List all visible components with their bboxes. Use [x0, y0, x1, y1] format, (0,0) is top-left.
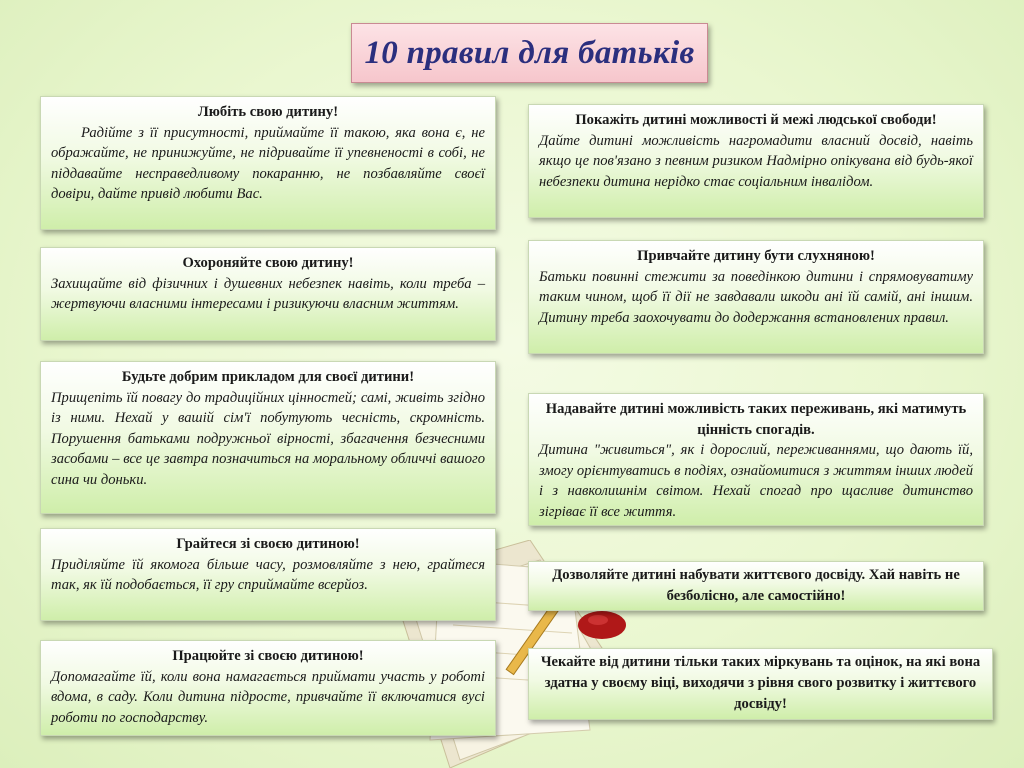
rule-card-freedom [528, 104, 984, 218]
rule-card-play [40, 528, 496, 621]
rule-heading: Будьте добрим прикладом для своєї дитини! [121, 369, 415, 385]
rule-text: Прищепіть їй повагу до традиційних цінностей; самі, живіть згідно із ними. Нехай у вашій сім'ї побутують чесність, скромність. Порушення батьками подружньої вірності, збагачення безчесними засобами – все це завтра позначиться на моральному обличчі вашого сина чи доньки. [51, 389, 485, 488]
rule-text: Дайте дитині можливість нагромадити власний досвід, навіть якщо це пов'язано з певним ризиком Надмірно опікувана від будь-якої небезпеки дитина нерідко стає соціальним інвалідом. [539, 132, 973, 190]
rule-text: Батьки повинні стежити за поведінкою дитини і спрямовуватиму таким чином, щоб її дії не завдавали шкоди ані їй самій, ані іншим. Дитину треба заохочувати до додержання встановлених правил. [539, 268, 973, 326]
rule-heading: Любіть свою дитину! [197, 104, 339, 120]
rule-card-love [40, 96, 496, 230]
rule-heading: Охороняйте свою дитину! [182, 255, 354, 271]
rule-heading: Привчайте дитину бути слухняною! [637, 248, 875, 264]
rule-heading: Дозволяйте дитині набувати життєвого досвіду. Хай навіть не безболісно, але самостійно! [552, 566, 960, 604]
rule-heading: Покажіть дитині можливості й межі людської свободи! [575, 112, 937, 128]
rule-text: Дитина "живиться", як і дорослий, переживаннями, що дають їй, змогу орієнтуватись в подіях, ознайомитися з життям інших людей і з навколишнім світом. Нехай спогад про щасливе дитинство зігріває її все життя. [539, 442, 973, 520]
rule-card-experience [528, 561, 984, 611]
rule-card-example [40, 361, 496, 514]
rule-text: Приділяйте їй якомога більше часу, розмовляйте з нею, грайтеся так, як їй подобається, її гру сприймайте всерйоз. [51, 556, 485, 593]
rule-heading: Працюйте зі своєю дитиною! [172, 648, 364, 664]
rule-text: Допомагайте їй, коли вона намагається приймати участь у роботі вдома, в саду. Коли дитина підросте, привчайте її включатися вусі роботи по господарству. [51, 668, 485, 726]
rule-card-protect [40, 247, 496, 341]
page-title: 10 правил для батьків [364, 34, 695, 71]
rule-card-expectations [528, 648, 993, 720]
rule-text: Радійте з її присутності, приймайте її такою, яка вона є, не ображайте, не принижуйте, не підривайте її упевненості в собі, не піддавайте несправедливому покаранню, не позбавляйте своєї довіри, дайте привід любити Вас. [51, 124, 485, 202]
rule-heading: Надавайте дитині можливість таких переживань, які матимуть цінність спогадів. [545, 401, 967, 438]
rule-card-memories [528, 393, 984, 526]
rule-card-obedience [528, 240, 984, 354]
rule-text: Захищайте від фізичних і душевних небезпек навіть, коли треба – жертвуючи власними інтересами і ризикуючи власним життям. [51, 275, 485, 312]
rule-card-work [40, 640, 496, 736]
rule-heading: Грайтеся зі своєю дитиною! [176, 536, 360, 552]
rule-heading: Чекайте від дитини тільки таких міркувань та оцінок, на які вона здатна у своєму віці, виходячи з рівня свого розвитку і життєвого досвіду! [540, 654, 981, 712]
title-banner [351, 23, 708, 83]
